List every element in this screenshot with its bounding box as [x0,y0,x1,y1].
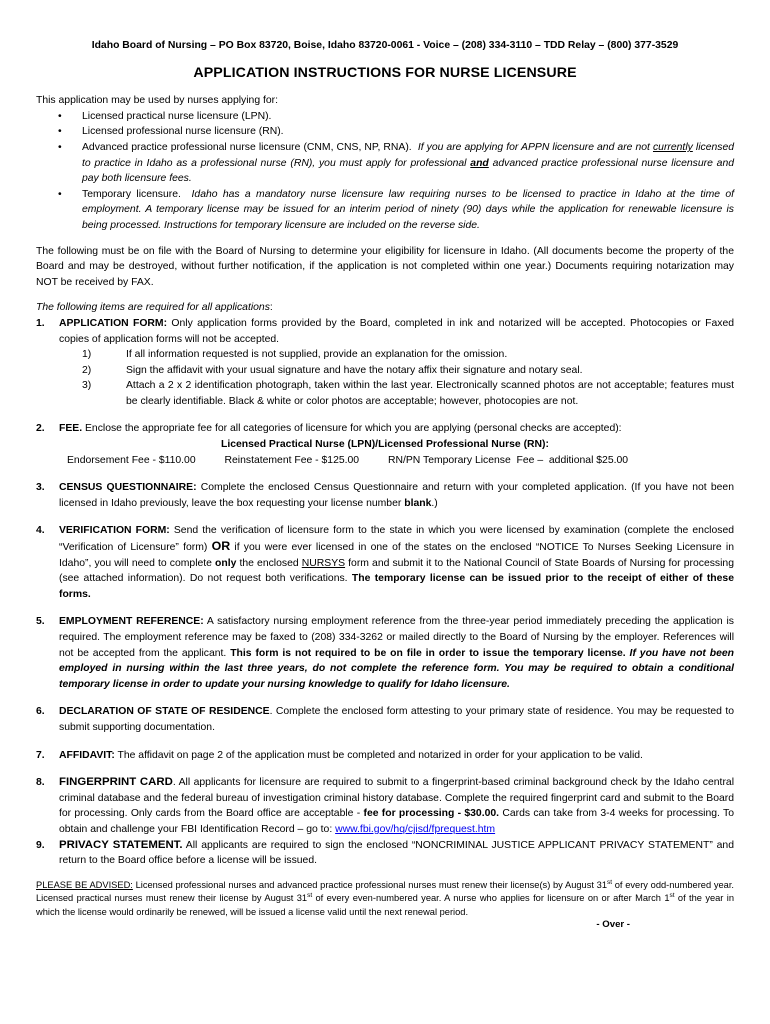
list-item-rn: • Licensed professional nurse licensure (RN). [82,124,734,140]
required-items-lead: The following items are required for all applications: [36,302,273,314]
sub-item: 2) Sign the affidavit with your usual signature and have the notary affix their signature and notary seal. [82,364,583,376]
item-fee: 2. FEE. Enclose the appropriate fee for all categories of licensure for which you are applying (personal checks are accepted): [36,423,622,435]
item-privacy-statement: 9. PRIVACY STATEMENT. All applicants are required to sign the enclosed “NONCRIMINAL JUSTICE APPLICANT PRIVACY STATEMENT” and return to the Board office before a license will be issued. [36,838,734,867]
item-fingerprint-card: 8. FINGERPRINT CARD. All applicants for licensure are required to submit to a fingerprint-based criminal background check by the Idaho central criminal database and the federal bureau of investigation criminal history database. Complete the required fingerprint card and submit to the Board for processing. Only cards from the Board office are acceptable - fee for processing - $30.00. Cards can take from 3-4 weeks for processing. To obtain and challenge your FBI Identification Record – go to: www.fbi.gov/hq/cjisd/fprequest.htm [36,776,734,835]
over-indicator: - Over - [596,918,630,930]
list-item-appn: • Advanced practice professional nurse licensure (CNM, CNS, NP, RNA). If you are applying for APPN licensure and are not currently licensed to practice in Idaho as a professional nurse (RN), you must apply for professional and advanced practice professional nurse licensure and pay both licensure fees. [82,140,734,187]
licensure-type-list [36,109,734,234]
item-affidavit: 7. AFFIDAVIT: The affidavit on page 2 of the application must be completed and notarized in order for your application to be valid. [36,749,643,761]
sub-item: 1) If all information requested is not supplied, provide an explanation for the omission. [82,349,508,361]
item-verification-form: 4. VERIFICATION FORM: Send the verification of licensure form to the state in which you were licensed by examination (complete the enclosed “Verification of Licensure” form) OR if you were ever licensed in one of the states on the enclosed “NOTICE To Nurses Seeking Licensure in Idaho”, you will need to complete only the enclosed NURSYS form and submit it to the National Council of State Boards of Nursing for processing (see attached information). Do not request both verifications. The temporary license can be issued prior to the receipt of either of these forms. [36,525,735,600]
fbi-record-link[interactable]: www.fbi.gov/hq/cjisd/fprequest.htm [335,823,496,835]
eligibility-paragraph: The following must be on file with the Board of Nursing to determine your eligibility for licensure in Idaho. (All documents become the property of the Board and may be destroyed, without further notification, if the application is not completed within one year.) Documents requiring notarization may NOT be received by FAX. [36,245,734,288]
fee-heading: Licensed Practical Nurse (LPN)/Licensed Professional Nurse (RN): [221,439,549,451]
item-employment-reference: 5. EMPLOYMENT REFERENCE: A satisfactory nursing employment reference from the three-year period immediately preceding the application is required. The employment reference may be faxed to (208) 334-3262 or mailed directly to the Board of Nursing by the employer. References will not be accepted from the applicant. This form is not required to be on file in order to issue the temporary license. If you have not been employed in nursing within the last three years, do not complete the reference form. You may be required to obtain a conditional temporary license in order to update your nursing knowledge to qualify for Idaho licensure. [36,616,735,690]
board-contact-header: Idaho Board of Nursing – PO Box 83720, Boise, Idaho 83720-0061 - Voice – (208) 334-3110 – TDD Relay – (800) 377-3529 [91,40,679,51]
fee-schedule: Endorsement Fee - $110.00 Reinstatement Fee - $125.00 RN/PN Temporary License Fee – additional $25.00 [67,454,629,466]
item-state-of-residence: 6. DECLARATION OF STATE OF RESIDENCE. Complete the enclosed form attesting to your primary state of residence. You may be requested to submit supporting documentation. [36,706,734,733]
intro-lead: This application may be used by nurses applying for: [36,95,279,107]
renewal-advisory: PLEASE BE ADVISED: Licensed professional nurses and advanced practice professional nurses must renew their license(s) by August 31st of every odd-numbered year. Licensed practical nurses must renew their license by August 31st of every even-numbered year. A nurse who applies for licensure on or after March 1st of the year in which the license would ordinarily be renewed, will be issued a license valid until the next renewal period. [36,878,734,917]
item-application-form: 1. APPLICATION FORM: Only application forms provided by the Board, completed in ink and notarized will be accepted. Photocopies or Faxed copies of application forms will not be accepted. [36,317,734,345]
list-item-temporary: • Temporary licensure. Idaho has a mandatory nurse licensure law requiring nurses to be licensed to practice in Idaho at the time of employment. A temporary license may be issued for an interim period of ninety (90) days while the application for renewable licensure is being processed. Instructions for temporary licensure are included on the reverse side. [82,187,734,234]
sub-item: 3) Attach a 2 x 2 identification photograph, taken within the last year. Electronically scanned photos are not acceptable; features must be clearly identifiable. Black & white or color photos are acceptable; however, photocopies are not. [82,380,734,407]
list-item-lpn: • Licensed practical nurse licensure (LPN). [82,109,734,125]
page-title: APPLICATION INSTRUCTIONS FOR NURSE LICENSURE [193,64,577,81]
item-census-questionnaire: 3. CENSUS QUESTIONNAIRE: Complete the enclosed Census Questionnaire and return with your completed application. (If you have not been licensed in Idaho previously, leave the box requesting your license number blank.) [36,482,734,509]
